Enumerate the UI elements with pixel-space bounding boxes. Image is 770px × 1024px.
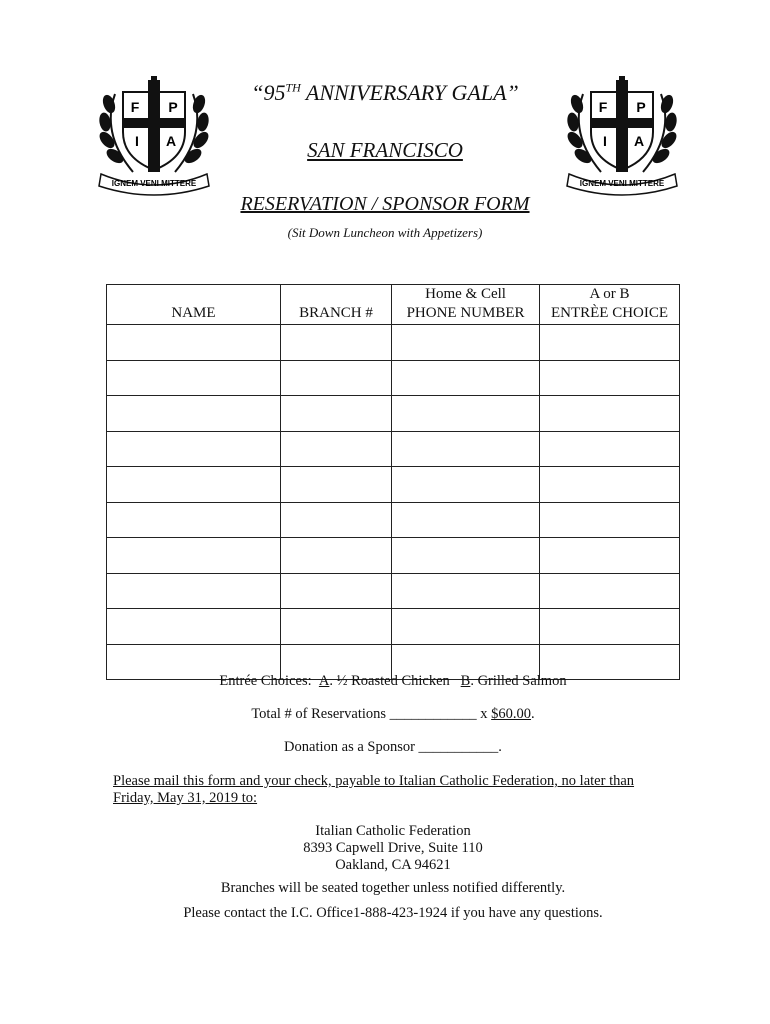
logo-letter-a: A <box>633 133 645 149</box>
cell-entree[interactable] <box>540 325 680 361</box>
cell-branch[interactable] <box>280 502 391 538</box>
cell-branch[interactable] <box>280 609 391 645</box>
logo-letter-f: F <box>130 99 140 115</box>
table-row <box>107 431 680 467</box>
cell-name[interactable] <box>107 360 281 396</box>
cell-name[interactable] <box>107 502 281 538</box>
address-org: Italian Catholic Federation <box>315 823 471 839</box>
cell-branch[interactable] <box>280 396 391 432</box>
cell-entree[interactable] <box>540 609 680 645</box>
cell-phone[interactable] <box>392 467 540 503</box>
column-header-entree: A or B ENTRÈE CHOICE <box>540 285 680 325</box>
cell-name[interactable] <box>107 538 281 574</box>
address-city: Oakland, CA 94621 <box>335 857 451 873</box>
table-row <box>107 396 680 432</box>
sponsor-donation: Donation as a Sponsor ___________. <box>284 739 502 755</box>
logo-letter-p: P <box>168 99 178 115</box>
cell-entree[interactable] <box>540 538 680 574</box>
column-header-branch: BRANCH # <box>280 285 391 325</box>
total-reservations: Total # of Reservations ____________ x $60.00. <box>251 706 535 722</box>
cell-name[interactable] <box>107 467 281 503</box>
cell-entree[interactable] <box>540 431 680 467</box>
reservation-table <box>106 284 680 680</box>
mail-instructions: Please mail this form and your check, payable to Italian Catholic Federation, no later than Friday, May 31, 2019 to: <box>113 773 635 806</box>
cell-phone[interactable] <box>392 502 540 538</box>
form-subtitle: (Sit Down Luncheon with Appetizers) <box>287 225 483 240</box>
cell-phone[interactable] <box>392 396 540 432</box>
cell-phone[interactable] <box>392 431 540 467</box>
logo-letter-i: I <box>135 133 139 149</box>
column-header-name: NAME <box>107 285 281 325</box>
logo-letter-f: F <box>598 99 608 115</box>
logo-letter-p: P <box>636 99 646 115</box>
column-header-phone: Home & Cell PHONE NUMBER <box>392 285 540 325</box>
cell-branch[interactable] <box>280 360 391 396</box>
cell-branch[interactable] <box>280 573 391 609</box>
city-title: SAN FRANCISCO <box>307 138 463 162</box>
cell-name[interactable] <box>107 396 281 432</box>
table-row <box>107 467 680 503</box>
cell-entree[interactable] <box>540 502 680 538</box>
contact-note: Please contact the I.C. Office1-888-423-1924 if you have any questions. <box>183 905 603 921</box>
logo-letter-i: I <box>603 133 607 149</box>
cell-entree[interactable] <box>540 573 680 609</box>
table-row <box>107 360 680 396</box>
table-row <box>107 325 680 361</box>
logo-letter-a: A <box>165 133 177 149</box>
entree-choices: Entrée Choices: A. ½ Roasted Chicken B. Grilled Salmon <box>219 673 567 689</box>
cell-name[interactable] <box>107 431 281 467</box>
table-row <box>107 538 680 574</box>
logo-motto: IGNEM VENI MITTERE <box>579 179 665 188</box>
address-street: 8393 Capwell Drive, Suite 110 <box>303 840 483 856</box>
cell-branch[interactable] <box>280 431 391 467</box>
table-row <box>107 502 680 538</box>
cell-phone[interactable] <box>392 573 540 609</box>
cell-phone[interactable] <box>392 609 540 645</box>
form-title: RESERVATION / SPONSOR FORM <box>240 193 530 215</box>
cell-name[interactable] <box>107 325 281 361</box>
cell-branch[interactable] <box>280 325 391 361</box>
cell-entree[interactable] <box>540 467 680 503</box>
gala-title: “95TH ANNIVERSARY GALA” <box>251 80 519 105</box>
cell-name[interactable] <box>107 573 281 609</box>
cell-entree[interactable] <box>540 360 680 396</box>
seating-note: Branches will be seated together unless notified differently. <box>220 880 566 896</box>
cell-branch[interactable] <box>280 538 391 574</box>
table-header-row <box>107 285 680 325</box>
cell-branch[interactable] <box>280 467 391 503</box>
cell-phone[interactable] <box>392 360 540 396</box>
logo-motto: IGNEM VENI MITTERE <box>111 179 197 188</box>
cell-entree[interactable] <box>540 396 680 432</box>
cell-name[interactable] <box>107 609 281 645</box>
table-row <box>107 573 680 609</box>
table-row <box>107 609 680 645</box>
cell-phone[interactable] <box>392 325 540 361</box>
cell-phone[interactable] <box>392 538 540 574</box>
